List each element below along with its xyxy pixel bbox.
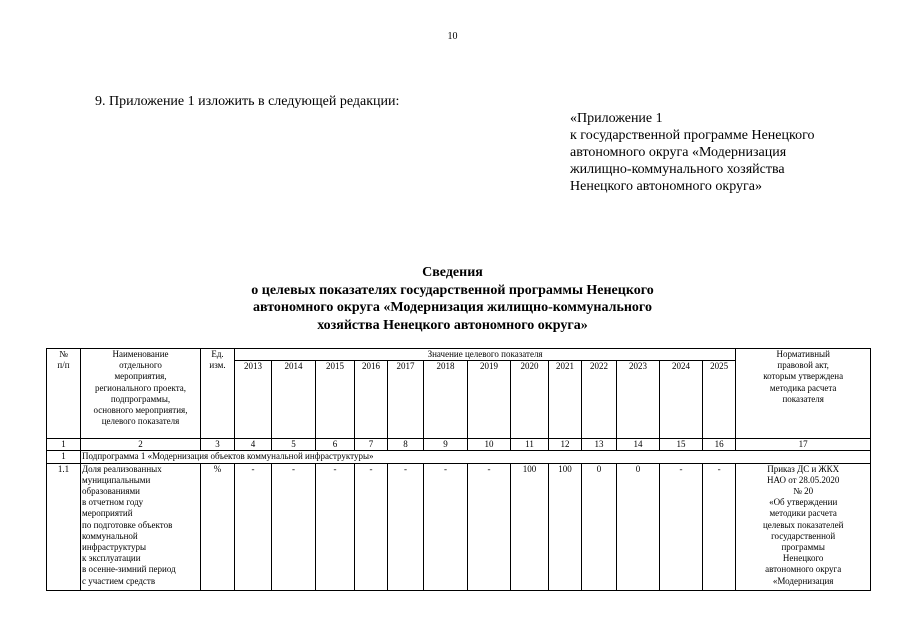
year-cell: 2021 <box>549 361 582 439</box>
intro-paragraph: 9. Приложение 1 изложить в следующей редакции: <box>95 94 400 109</box>
appendix-line: жилищно-коммунального хозяйства <box>570 162 785 177</box>
indicators-table <box>46 348 871 591</box>
year-cell: 2015 <box>316 361 355 439</box>
appendix-line: к государственной программе Ненецкого <box>570 128 815 143</box>
year-cell: 2016 <box>355 361 388 439</box>
column-number-row <box>47 439 871 451</box>
subprogram-title: Подпрограмма 1 «Модернизация объектов коммунальной инфраструктуры» <box>81 451 871 463</box>
year-cell: 2020 <box>511 361 549 439</box>
value-cell: - <box>388 463 424 590</box>
header-unit: Ед. изм. <box>201 349 235 439</box>
column-number: 3 <box>201 439 235 451</box>
year-cell: 2024 <box>660 361 703 439</box>
year-cell: 2018 <box>424 361 468 439</box>
value-cell: - <box>703 463 736 590</box>
appendix-line: автономного округа «Модернизация <box>570 145 787 160</box>
title-line: Сведения <box>422 265 483 280</box>
header-no: № п/п <box>47 349 81 439</box>
subprogram-row <box>47 451 871 463</box>
year-cell: 2013 <box>235 361 272 439</box>
header-act: Нормативный правовой акт, которым утверждена методика расчета показателя <box>736 349 871 439</box>
year-cell: 2017 <box>388 361 424 439</box>
column-number: 11 <box>511 439 549 451</box>
appendix-line: «Приложение 1 <box>570 111 663 126</box>
title-line: о целевых показателях государственной программы Ненецкого <box>251 282 654 298</box>
title-line: хозяйства Ненецкого автономного округа» <box>317 317 588 333</box>
value-cell: - <box>468 463 511 590</box>
column-number: 15 <box>660 439 703 451</box>
column-number: 4 <box>235 439 272 451</box>
header-name: Наименование отдельного мероприятия, регионального проекта, подпрограммы, основного мероприятия, целевого показателя <box>81 349 201 439</box>
value-cell: 0 <box>582 463 617 590</box>
appendix-line: Ненецкого автономного округа» <box>570 179 762 194</box>
column-number: 1 <box>47 439 81 451</box>
indicator-unit: % <box>201 463 235 590</box>
value-cell: - <box>355 463 388 590</box>
value-cell: 100 <box>549 463 582 590</box>
column-number: 2 <box>81 439 201 451</box>
value-cell: - <box>424 463 468 590</box>
value-cell: - <box>316 463 355 590</box>
row-number: 1.1 <box>47 463 81 590</box>
column-number: 7 <box>355 439 388 451</box>
year-cell: 2019 <box>468 361 511 439</box>
column-number: 5 <box>272 439 316 451</box>
year-cell: 2022 <box>582 361 617 439</box>
regulatory-act: Приказ ДС и ЖКХ НАО от 28.05.2020 № 20 «Об утверждении методики расчета целевых показателей государственной программы Ненецкого автономного округа «Модернизация <box>736 463 871 590</box>
indicator-name: Доля реализованных муниципальными образованиями в отчетном году мероприятий по подготовке объектов коммунальной инфраструктуры к эксплуатации в осенне-зимний период с участием средств <box>81 463 201 590</box>
year-cell: 2023 <box>617 361 660 439</box>
column-number: 8 <box>388 439 424 451</box>
table-row <box>47 463 871 590</box>
column-number: 17 <box>736 439 871 451</box>
value-cell: - <box>272 463 316 590</box>
column-number: 9 <box>424 439 468 451</box>
document-title <box>0 264 905 334</box>
column-number: 16 <box>703 439 736 451</box>
table-header-row <box>47 349 871 361</box>
column-number: 12 <box>549 439 582 451</box>
year-cell: 2025 <box>703 361 736 439</box>
value-cell: - <box>235 463 272 590</box>
page-number: 10 <box>447 31 458 42</box>
column-number: 10 <box>468 439 511 451</box>
appendix-caption <box>570 110 814 195</box>
column-number: 14 <box>617 439 660 451</box>
column-number: 13 <box>582 439 617 451</box>
column-number: 6 <box>316 439 355 451</box>
value-cell: 100 <box>511 463 549 590</box>
value-cell: 0 <box>617 463 660 590</box>
title-line: автономного округа «Модернизация жилищно-коммунального <box>253 300 652 315</box>
value-cell: - <box>660 463 703 590</box>
subprogram-number: 1 <box>47 451 81 463</box>
header-value: Значение целевого показателя <box>235 349 736 361</box>
year-cell: 2014 <box>272 361 316 439</box>
